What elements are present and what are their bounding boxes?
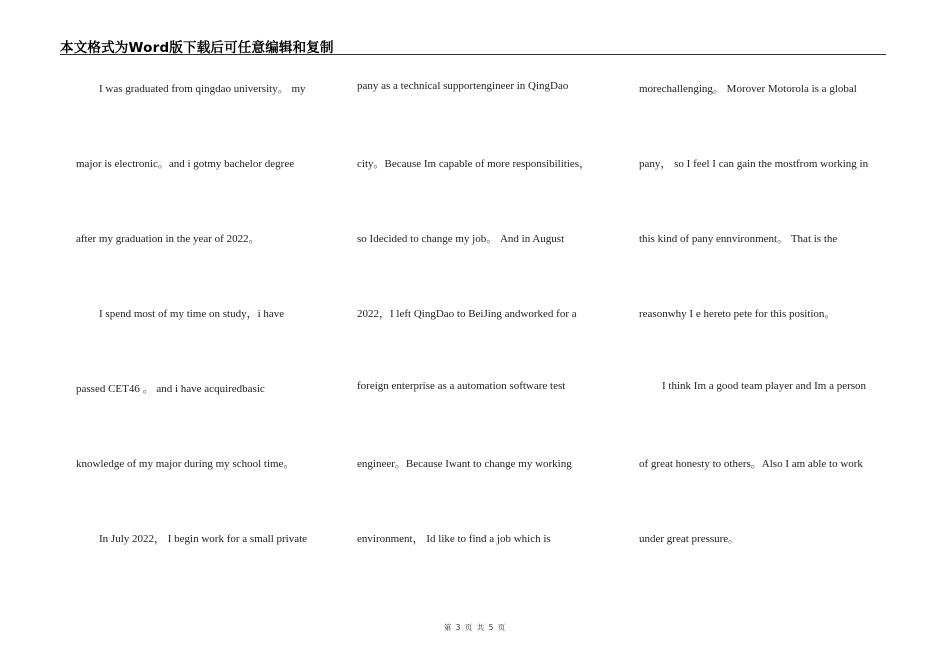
- text-line: passed CET46 。 and i have acquiredbasic: [76, 383, 265, 395]
- text-line: pany， so I feel I can gain the mostfrom working in: [639, 158, 869, 170]
- text-line: morechallenging。 Morover Motorola is a global: [639, 83, 857, 95]
- text-line: under great pressure。: [639, 533, 740, 545]
- text-line: so Idecided to change my job。 And in August: [357, 233, 565, 245]
- text-line: In July 2022， I begin work for a small private: [99, 533, 308, 545]
- text-line: this kind of pany ennvironment。 That is the: [639, 233, 838, 245]
- text-line: of great honesty to others。Also I am able to work: [639, 458, 863, 470]
- text-line: pany as a technical supportengineer in QingDao: [357, 80, 569, 92]
- text-line: I think Im a good team player and Im a person: [662, 380, 867, 392]
- text-line: 2022，I left QingDao to BeiJing andworked for a: [357, 308, 577, 320]
- text-line: environment， Id like to find a job which is: [357, 533, 551, 545]
- page-number-footer: 第 3 页 共 5 页: [443, 623, 507, 632]
- text-column-1: [76, 0, 326, 672]
- text-line: city。Because Im capable of more responsibilities，: [357, 158, 591, 170]
- text-column-3: [639, 0, 887, 672]
- text-line: foreign enterprise as a automation software test: [357, 380, 566, 392]
- header-title: 本文格式为Word版下载后可任意编辑和复制: [60, 40, 334, 56]
- text-line: after my graduation in the year of 2022。: [76, 233, 260, 245]
- text-line: reasonwhy I e hereto pete for this position。: [639, 308, 836, 320]
- text-line: knowledge of my major during my school time。: [76, 458, 295, 470]
- text-column-2: [357, 0, 607, 672]
- text-line: engineer。Because Iwant to change my working: [357, 458, 572, 470]
- text-line: I was graduated from qingdao university。 my: [99, 83, 306, 95]
- text-line: major is electronic。and i gotmy bachelor degree: [76, 158, 295, 170]
- text-line: I spend most of my time on study，i have: [99, 308, 285, 320]
